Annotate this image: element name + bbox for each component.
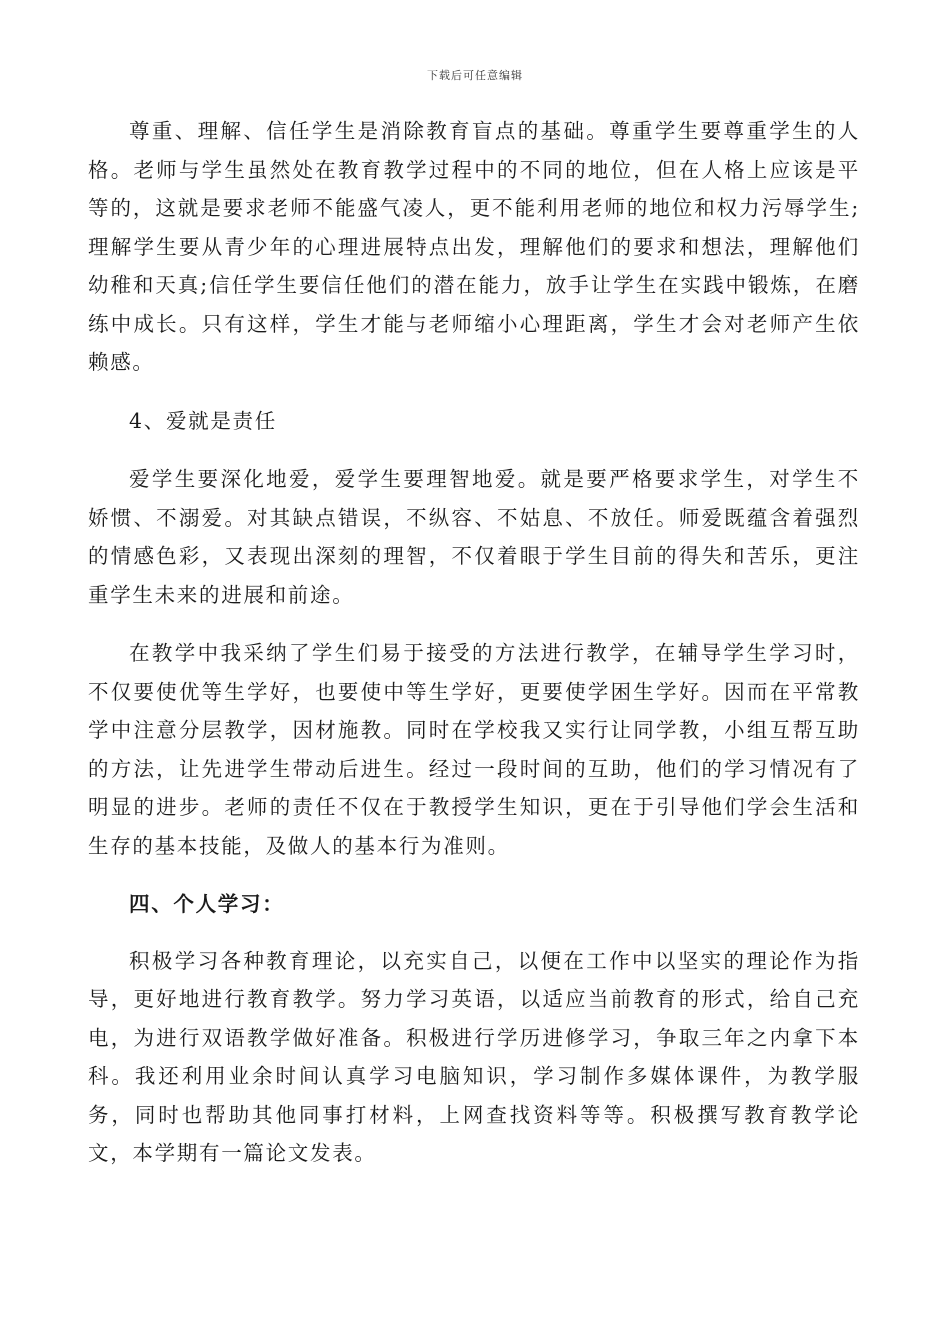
paragraph-respect-understanding-trust: 尊重、理解、信任学生是消除教育盲点的基础。尊重学生要尊重学生的人格。老师与学生虽然处在教育教学过程中的不同的地位，但在人格上应该是平等的，这就是要求老师不能盛气凌人，更不能利用老师的地位和权力污辱学生;理解学生要从青少年的心理进展特点出发，理解他们的要求和想法，理解他们幼稚和天真;信任学生要信任他们的潜在能力，放手让学生在实践中锻炼，在磨练中成长。只有这样，学生才能与老师缩小心理距离，学生才会对老师产生依赖感。 [88, 119, 860, 374]
paragraph-personal-study: 积极学习各种教育理论，以充实自己，以便在工作中以坚实的理论作为指导，更好地进行教育教学。努力学习英语，以适应当前教育的形式，给自己充电，为进行双语教学做好准备。积极进行学历进修学习，争取三年之内拿下本科。我还利用业余时间认真学习电脑知识，学习制作多媒体课件，为教学服务，同时也帮助其他同事打材料，上网查找资料等等。积极撰写教育教学论文，本学期有一篇论文发表。 [88, 948, 860, 1165]
paragraph-teaching-methods: 在教学中我采纳了学生们易于接受的方法进行教学，在辅导学生学习时，不仅要使优等生学好，也要使中等生学好，更要使学困生学好。因而在平常教学中注意分层教学，因材施教。同时在学校我又实行让同学教，小组互帮互助的方法，让先进学生带动后进生。经过一段时间的互助，他们的学习情况有了明显的进步。老师的责任不仅在于教授学生知识，更在于引导他们学会生活和生存的基本技能，及做人的基本行为准则。 [88, 641, 860, 858]
subheading-love-is-responsibility: 4、爱就是责任 [129, 408, 277, 433]
document-body [88, 112, 860, 1173]
page-header-note: 下载后可任意编辑 [427, 69, 523, 82]
paragraph-love-students: 爱学生要深化地爱，爱学生要理智地爱。就是要严格要求学生，对学生不娇惯、不溺爱。对其缺点错误，不纵容、不姑息、不放任。师爱既蕴含着强烈的情感色彩，又表现出深刻的理智，不仅着眼于学生目前的得失和苦乐，更注重学生未来的进展和前途。 [88, 467, 860, 607]
section-heading-personal-study: 四、个人学习： [129, 892, 285, 916]
